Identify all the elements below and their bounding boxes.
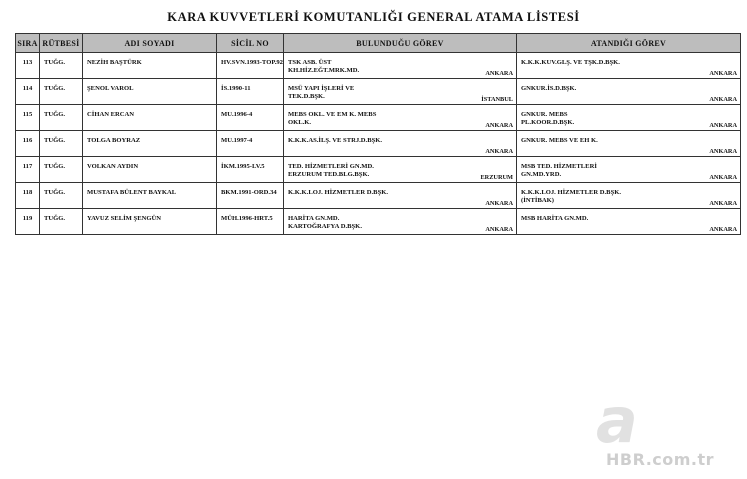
column-header-sira: SIRA xyxy=(16,34,40,53)
cell-atandigi-gorev-city: ANKARA xyxy=(709,96,737,103)
page-title: KARA KUVVETLERİ KOMUTANLIĞI GENERAL ATAMA LİSTESİ xyxy=(167,10,580,24)
cell-atandigi-gorev-city: ANKARA xyxy=(709,70,737,77)
cell-bulundugu-gorev-line: TSK ASB. ÜST xyxy=(288,59,332,66)
cell-sira xyxy=(16,183,40,209)
cell-adi-soyadi-text: YAVUZ SELİM ŞENGÜN xyxy=(87,215,162,222)
cell-bulundugu-gorev xyxy=(284,131,517,157)
cell-sicil-no-text: BKM.1991-ORD.34 xyxy=(221,189,277,196)
cell-bulundugu-gorev-line: TED. HİZMETLERİ GN.MD. xyxy=(288,163,374,170)
cell-atandigi-gorev xyxy=(517,209,741,235)
column-header-bulundugu-gorev: BULUNDUĞU GÖREV xyxy=(284,34,517,53)
cell-sicil-no xyxy=(217,157,284,183)
cell-sicil-no-text: MÜH.1996-HRT.5 xyxy=(221,215,273,222)
cell-rutbe-text: TUĞG. xyxy=(44,59,66,66)
cell-adi-soyadi xyxy=(83,79,217,105)
cell-rutbe xyxy=(40,209,83,235)
cell-rutbe xyxy=(40,183,83,209)
cell-sira xyxy=(16,131,40,157)
cell-adi-soyadi-text: MUSTAFA BÜLENT BAYKAL xyxy=(87,189,177,196)
cell-bulundugu-gorev-city: İSTANBUL xyxy=(481,96,513,103)
cell-atandigi-gorev-city: ANKARA xyxy=(709,200,737,207)
cell-adi-soyadi xyxy=(83,131,217,157)
cell-atandigi-gorev-line: MSB TED. HİZMETLERİ xyxy=(521,163,597,170)
cell-bulundugu-gorev-line: K.K.K.AS.İLŞ. VE STRJ.D.BŞK. xyxy=(288,137,383,144)
cell-bulundugu-gorev-line: K.K.K.LOJ. HİZMETLER D.BŞK. xyxy=(288,189,389,196)
cell-atandigi-gorev-line: PL.KOOR.D.BŞK. xyxy=(521,119,575,126)
cell-sira-text: 117 xyxy=(22,163,33,170)
cell-atandigi-gorev-line: GNKUR. MEBS VE EH K. xyxy=(521,137,598,144)
cell-bulundugu-gorev-line: HARİTA GN.MD. xyxy=(288,215,340,222)
column-header-sicil-no: SİCİL NO xyxy=(217,34,284,53)
table-row xyxy=(16,131,741,157)
cell-bulundugu-gorev-city: ANKARA xyxy=(485,122,513,129)
cell-rutbe-text: TUĞG. xyxy=(44,189,66,196)
cell-adi-soyadi xyxy=(83,209,217,235)
cell-atandigi-gorev xyxy=(517,157,741,183)
cell-sicil-no xyxy=(217,105,284,131)
cell-sicil-no-text: İKM.1995-LV.5 xyxy=(221,163,265,170)
cell-atandigi-gorev-line: GNKUR. MEBS xyxy=(521,111,568,118)
cell-sicil-no xyxy=(217,183,284,209)
cell-adi-soyadi xyxy=(83,183,217,209)
cell-sicil-no xyxy=(217,131,284,157)
cell-bulundugu-gorev-line: ERZURUM TED.BLG.BŞK. xyxy=(288,171,370,178)
cell-rutbe-text: TUĞG. xyxy=(44,163,66,170)
cell-sira-text: 116 xyxy=(22,137,33,144)
cell-bulundugu-gorev-line: OKL.K. xyxy=(288,119,312,126)
column-header-adi-soyadi: ADI SOYADI xyxy=(83,34,217,53)
cell-bulundugu-gorev-line: KARTOĞRAFYA D.BŞK. xyxy=(288,223,362,230)
cell-atandigi-gorev-line: K.K.K.LOJ. HİZMETLER D.BŞK. xyxy=(521,189,622,196)
watermark-text: HBR.com.tr xyxy=(606,450,715,469)
cell-atandigi-gorev xyxy=(517,79,741,105)
cell-bulundugu-gorev-city: ERZURUM xyxy=(480,174,513,181)
cell-adi-soyadi-text: TOLGA BOYRAZ xyxy=(87,137,141,144)
cell-atandigi-gorev-city: ANKARA xyxy=(709,174,737,181)
table-row xyxy=(16,53,741,79)
cell-rutbe-text: TUĞG. xyxy=(44,137,66,144)
table-row xyxy=(16,157,741,183)
cell-adi-soyadi-text: NEZİH BAŞTÜRK xyxy=(87,59,142,66)
cell-rutbe xyxy=(40,105,83,131)
cell-sicil-no xyxy=(217,53,284,79)
cell-atandigi-gorev xyxy=(517,131,741,157)
cell-atandigi-gorev-line: K.K.K.KUV.GLŞ. VE TŞK.D.BŞK. xyxy=(521,59,620,66)
cell-atandigi-gorev-line: GNKUR.İS.D.BŞK. xyxy=(521,85,577,92)
cell-sicil-no xyxy=(217,209,284,235)
cell-rutbe xyxy=(40,131,83,157)
cell-sira-text: 115 xyxy=(22,111,33,118)
cell-bulundugu-gorev-city: ANKARA xyxy=(485,70,513,77)
cell-rutbe-text: TUĞG. xyxy=(44,111,66,118)
cell-sira-text: 119 xyxy=(22,215,33,222)
cell-sicil-no-text: HV.SVN.1993-TOP.92 xyxy=(221,59,283,66)
hbr-logo-icon: a xyxy=(596,384,638,457)
table-row xyxy=(16,209,741,235)
cell-atandigi-gorev-city: ANKARA xyxy=(709,122,737,129)
cell-bulundugu-gorev-line: KH.HİZ.EĞT.MRK.MD. xyxy=(288,67,360,74)
cell-bulundugu-gorev xyxy=(284,209,517,235)
cell-sicil-no-text: İS.1990-11 xyxy=(221,85,251,92)
cell-rutbe-text: TUĞG. xyxy=(44,85,66,92)
table-row xyxy=(16,105,741,131)
cell-adi-soyadi-text: ŞENOL VAROL xyxy=(87,85,134,92)
cell-sira xyxy=(16,157,40,183)
column-header-atandigi-gorev: ATANDIĞI GÖREV xyxy=(517,34,741,53)
cell-sira-text: 118 xyxy=(22,189,33,196)
cell-atandigi-gorev-line: MSB HARİTA GN.MD. xyxy=(521,215,589,222)
cell-atandigi-gorev-line: (İNTİBAK) xyxy=(521,197,554,204)
cell-atandigi-gorev xyxy=(517,105,741,131)
cell-bulundugu-gorev-line: TEK.D.BŞK. xyxy=(288,93,325,100)
cell-rutbe xyxy=(40,79,83,105)
cell-rutbe-text: TUĞG. xyxy=(44,215,66,222)
cell-bulundugu-gorev xyxy=(284,157,517,183)
column-header-rutbe: RÜTBESİ xyxy=(40,34,83,53)
cell-sira-text: 114 xyxy=(22,85,33,92)
cell-sira-text: 113 xyxy=(22,59,33,66)
assignment-table xyxy=(15,33,741,235)
cell-sira xyxy=(16,105,40,131)
cell-bulundugu-gorev xyxy=(284,183,517,209)
cell-adi-soyadi-text: CİHAN ERCAN xyxy=(87,111,135,118)
cell-adi-soyadi xyxy=(83,157,217,183)
cell-atandigi-gorev-city: ANKARA xyxy=(709,226,737,233)
cell-sira xyxy=(16,79,40,105)
cell-bulundugu-gorev-city: ANKARA xyxy=(485,226,513,233)
cell-bulundugu-gorev xyxy=(284,79,517,105)
cell-sicil-no-text: MU.1996-4 xyxy=(221,111,253,118)
cell-bulundugu-gorev-line: MSÜ YAPI İŞLERİ VE xyxy=(288,85,355,92)
cell-atandigi-gorev-city: ANKARA xyxy=(709,148,737,155)
table-header-row xyxy=(16,34,741,53)
cell-atandigi-gorev xyxy=(517,183,741,209)
cell-atandigi-gorev-line: GN.MD.YRD. xyxy=(521,171,562,178)
cell-atandigi-gorev xyxy=(517,53,741,79)
cell-bulundugu-gorev-city: ANKARA xyxy=(485,200,513,207)
cell-bulundugu-gorev xyxy=(284,105,517,131)
cell-sira xyxy=(16,53,40,79)
cell-bulundugu-gorev-city: ANKARA xyxy=(485,148,513,155)
hbr-watermark xyxy=(578,384,738,473)
cell-adi-soyadi xyxy=(83,105,217,131)
cell-sira xyxy=(16,209,40,235)
cell-bulundugu-gorev xyxy=(284,53,517,79)
cell-sicil-no-text: MU.1997-4 xyxy=(221,137,253,144)
cell-rutbe xyxy=(40,157,83,183)
table-row xyxy=(16,183,741,209)
cell-bulundugu-gorev-line: MEBS OKL. VE EM K. MEBS xyxy=(288,111,377,118)
cell-adi-soyadi xyxy=(83,53,217,79)
cell-adi-soyadi-text: VOLKAN AYDIN xyxy=(87,163,139,170)
table-row xyxy=(16,79,741,105)
cell-rutbe xyxy=(40,53,83,79)
cell-sicil-no xyxy=(217,79,284,105)
